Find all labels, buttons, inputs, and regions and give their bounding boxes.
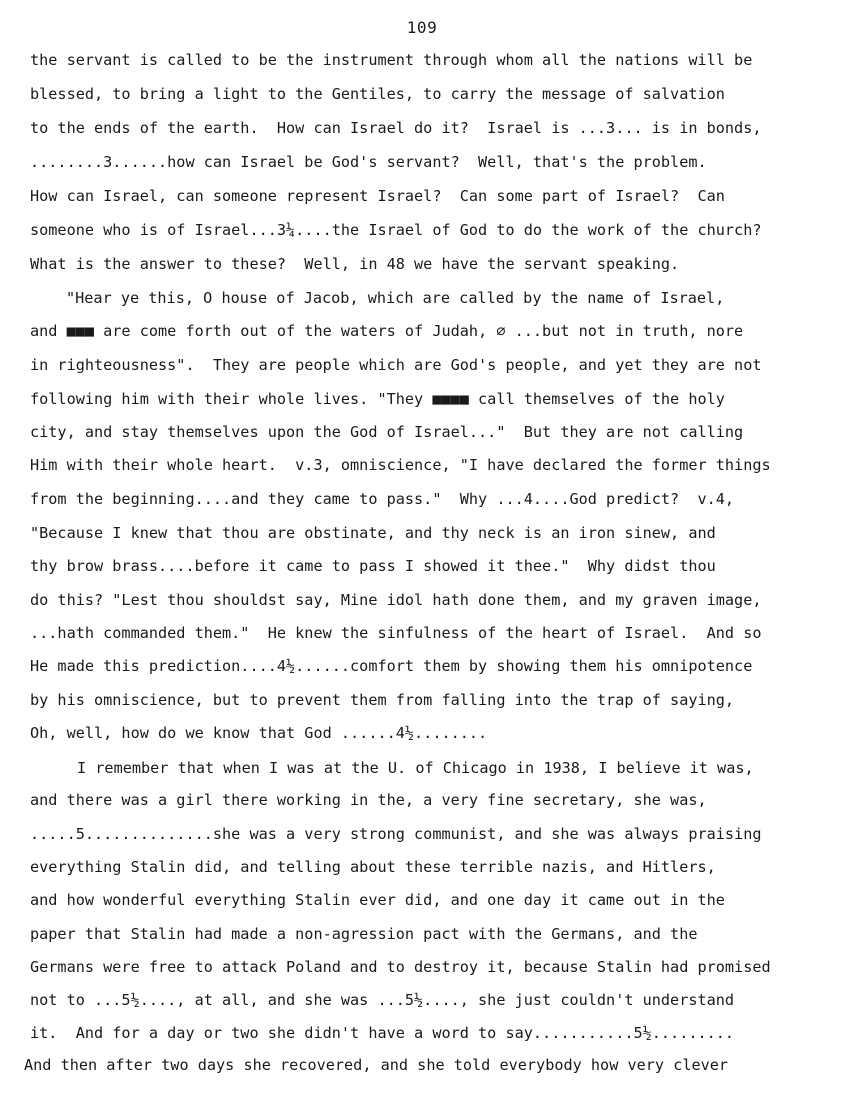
text-line: someone who is of Israel...3¼....the Israel of God to do the work of the church?	[30, 221, 762, 239]
text-line: "Because I knew that thou are obstinate, and thy neck is an iron sinew, and	[30, 524, 716, 542]
text-line: Oh, well, how do we know that God ......4½........	[30, 724, 488, 742]
text-line: I remember that when I was at the U. of Chicago in 1938, I believe it was,	[77, 759, 754, 777]
text-line: by his omniscience, but to prevent them from falling into the trap of saying,	[30, 691, 735, 709]
text-line: ...hath commanded them." He knew the sinfulness of the heart of Israel. And so	[30, 624, 762, 642]
text-line: What is the answer to these? Well, in 48 we have the servant speaking.	[30, 255, 680, 273]
text-line: blessed, to bring a light to the Gentiles, to carry the message of salvation	[30, 85, 725, 103]
text-line: and ■■■ are come forth out of the waters of Judah, ∅ ...but not in truth, nore	[30, 322, 744, 340]
text-line: How can Israel, can someone represent Israel? Can some part of Israel? Can	[30, 187, 725, 205]
text-line: ........3......how can Israel be God's servant? Well, that's the problem.	[30, 153, 707, 171]
text-line: He made this prediction....4½......comfort them by showing them his omnipotence	[30, 657, 753, 675]
text-line: not to ...5½...., at all, and she was ...5½...., she just couldn't understand	[30, 991, 735, 1009]
page-number: 109	[406, 18, 438, 37]
text-line: "Hear ye this, O house of Jacob, which are called by the name of Israel,	[66, 289, 725, 307]
text-line: Germans were free to attack Poland and to destroy it, because Stalin had promised	[30, 958, 771, 976]
text-line: city, and stay themselves upon the God of Israel..." But they are not calling	[30, 423, 744, 441]
text-line: everything Stalin did, and telling about these terrible nazis, and Hitlers,	[30, 858, 716, 876]
text-line: thy brow brass....before it came to pass I showed it thee." Why didst thou	[30, 557, 716, 575]
text-line: And then after two days she recovered, and she told everybody how very clever	[24, 1056, 729, 1074]
text-line: the servant is called to be the instrument through whom all the nations will be	[30, 51, 753, 69]
text-line: .....5..............she was a very strong communist, and she was always praising	[30, 825, 762, 843]
text-line: it. And for a day or two she didn't have a word to say...........5½.........	[30, 1024, 735, 1042]
text-line: following him with their whole lives. "They ■■■■ call themselves of the holy	[30, 390, 725, 408]
text-line: Him with their whole heart. v.3, omniscience, "I have declared the former things	[30, 456, 771, 474]
text-line: from the beginning....and they came to pass." Why ...4....God predict? v.4,	[30, 490, 735, 508]
text-line: and there was a girl there working in the, a very fine secretary, she was,	[30, 791, 707, 809]
text-line: to the ends of the earth. How can Israel do it? Israel is ...3... is in bonds,	[30, 119, 762, 137]
text-line: paper that Stalin had made a non-agression pact with the Germans, and the	[30, 925, 698, 943]
text-line: and how wonderful everything Stalin ever did, and one day it came out in the	[30, 891, 725, 909]
text-line: in righteousness". They are people which are God's people, and yet they are not	[30, 356, 762, 374]
text-line: do this? "Lest thou shouldst say, Mine idol hath done them, and my graven image,	[30, 591, 762, 609]
